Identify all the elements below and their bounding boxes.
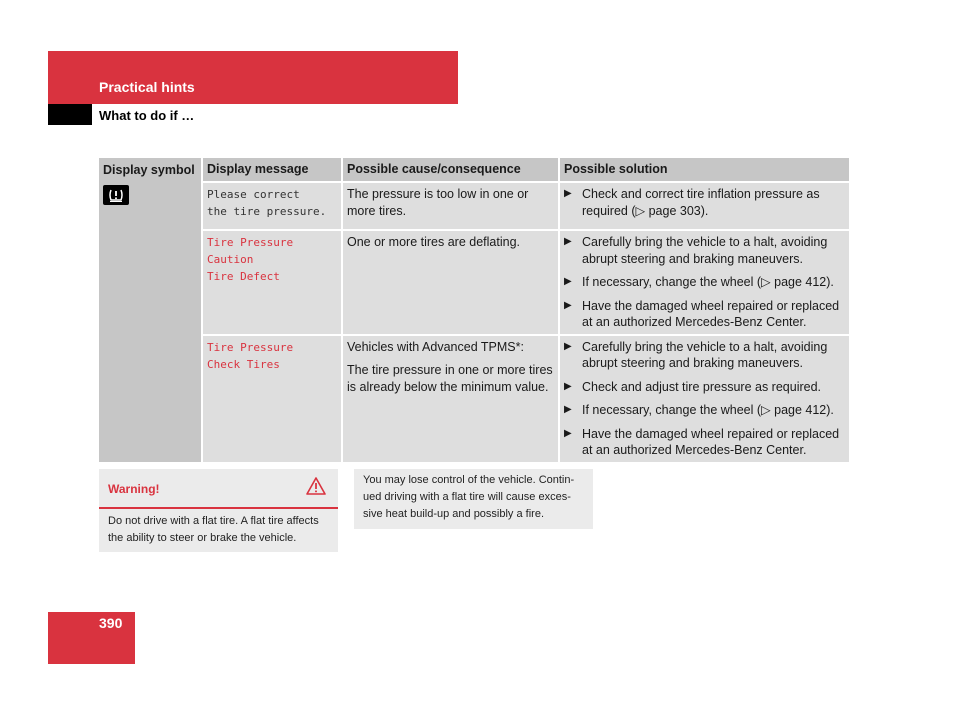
warning-header	[99, 469, 338, 509]
solution-item	[564, 339, 845, 372]
solution-text: Have the damaged wheel repaired or replaced at an authorized Mercedes-Benz Center.	[582, 426, 840, 457]
solution-text: Have the damaged wheel repaired or replaced at an authorized Mercedes-Benz Center.	[582, 298, 840, 329]
display-message-line: Tire Pressure	[207, 236, 294, 249]
solution-text: If necessary, change the wheel (▷ page 412).	[582, 275, 834, 289]
solution-item	[564, 426, 845, 459]
column-header: Display message	[202, 158, 342, 182]
solution-text: Check and correct tire inflation pressure as required (▷ page 303).	[582, 187, 820, 218]
solution-text: Check and adjust tire pressure as required.	[582, 379, 822, 394]
cause-cell	[342, 230, 559, 335]
section-title: Practical hints	[99, 79, 195, 95]
display-message-cell	[202, 335, 342, 462]
display-message-line: Caution	[207, 253, 254, 266]
cause-cell	[342, 182, 559, 230]
table-row	[99, 230, 849, 335]
display-message-line: the tire pressure.	[207, 205, 327, 218]
table-header-row	[99, 158, 849, 182]
tire-pressure-table	[99, 158, 849, 462]
table-row	[99, 335, 849, 462]
solution-text: If necessary, change the wheel (▷ page 412).	[582, 403, 834, 417]
solution-item	[564, 379, 845, 396]
column-header: Possible solution	[559, 158, 849, 182]
bullet-arrow-icon: ▶	[564, 188, 572, 199]
warning-continuation-box: You may lose control of the vehicle. Contin-ued driving with a flat tire will cause exces-sive heat build-up and possibly a fire.	[354, 469, 593, 529]
column-header: Possible cause/consequence	[342, 158, 559, 182]
header-tab-marker	[48, 104, 92, 125]
bullet-arrow-icon: ▶	[564, 340, 572, 352]
solution-item	[564, 402, 845, 419]
warning-box	[99, 469, 338, 552]
header-band	[48, 51, 458, 104]
solution-cell	[559, 335, 849, 462]
display-message-cell	[202, 182, 342, 230]
cause-text: The pressure is too low in one or more tires.	[347, 187, 529, 218]
solution-cell	[559, 182, 849, 230]
tire-pressure-warning-icon	[103, 194, 129, 208]
cause-cell	[342, 335, 559, 462]
solution-item	[564, 298, 845, 331]
display-message-cell	[202, 230, 342, 335]
bullet-arrow-icon: ▶	[564, 380, 572, 392]
cause-text: Vehicles with Advanced TPMS*:	[347, 339, 524, 354]
display-message-line: Tire Defect	[207, 270, 280, 283]
solution-item	[564, 234, 845, 267]
warning-body: Do not drive with a flat tire. A flat tire affects the ability to steer or brake the vehicle.	[108, 515, 319, 544]
cause-text: The tire pressure in one or more tires is already below the minimum value.	[347, 363, 553, 394]
warning-title: Warning!	[108, 482, 160, 496]
bullet-arrow-icon: ▶	[564, 236, 572, 247]
display-message-line: Please correct	[207, 188, 300, 201]
display-message-line: Tire Pressure	[207, 340, 294, 354]
bullet-arrow-icon: ▶	[564, 427, 572, 439]
page-number: 390	[99, 615, 123, 631]
display-symbol-cell	[99, 182, 202, 462]
table-row	[99, 182, 849, 230]
solution-item	[564, 274, 845, 291]
bullet-arrow-icon: ▶	[564, 404, 572, 415]
solution-text: Carefully bring the vehicle to a halt, avoiding abrupt steering and braking maneuvers.	[582, 339, 828, 370]
warning-triangle-icon	[306, 477, 326, 500]
page-subtitle: What to do if …	[99, 108, 195, 123]
solution-cell	[559, 230, 849, 335]
display-message-line: Check Tires	[207, 357, 280, 371]
solution-text: Carefully bring the vehicle to a halt, avoiding abrupt steering and braking maneuvers.	[582, 235, 828, 266]
column-header: Display symbol	[99, 158, 202, 182]
bullet-arrow-icon: ▶	[564, 276, 572, 287]
solution-item	[564, 186, 845, 219]
cause-text: One or more tires are deflating.	[347, 235, 520, 249]
bullet-arrow-icon: ▶	[564, 299, 572, 311]
